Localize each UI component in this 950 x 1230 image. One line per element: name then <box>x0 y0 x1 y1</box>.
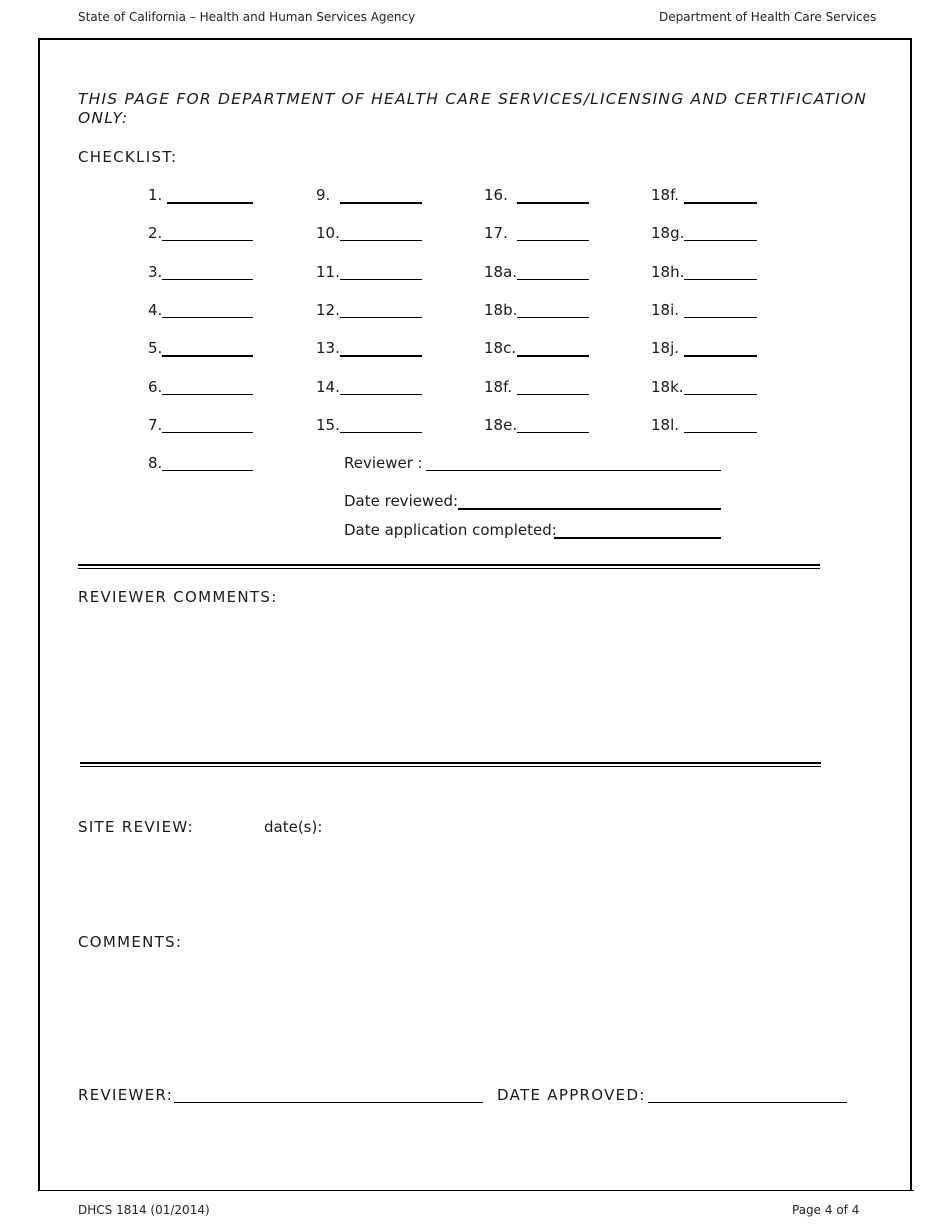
checklist-item-label: 18f. <box>651 186 680 204</box>
checklist-item-field[interactable] <box>517 394 589 395</box>
checklist-item-label: 3. <box>148 262 163 281</box>
checklist-item-field[interactable] <box>340 240 422 241</box>
checklist-item-label: 14. <box>316 377 340 396</box>
checklist-item-field[interactable] <box>162 470 253 471</box>
final-reviewer-label: REVIEWER: <box>78 1086 174 1104</box>
checklist-item-label: 6. <box>148 377 163 396</box>
site-review-label: SITE REVIEW: <box>78 818 195 836</box>
comments-label: COMMENTS: <box>78 933 183 951</box>
site-review-dates-label: date(s): <box>264 818 323 836</box>
checklist-item-label: 2. <box>148 224 163 243</box>
final-reviewer-field[interactable] <box>174 1102 483 1103</box>
checklist-item-field[interactable] <box>167 202 253 204</box>
checklist-item-field[interactable] <box>684 355 757 357</box>
reviewer-comments-area[interactable] <box>78 612 820 752</box>
date-completed-field[interactable] <box>554 537 721 539</box>
checklist-item-label: 18k. <box>651 377 684 396</box>
checklist-item-field[interactable] <box>517 355 589 357</box>
reviewer-field[interactable] <box>426 470 721 471</box>
checklist-item-field[interactable] <box>517 202 589 204</box>
checklist-item-label: 8. <box>148 454 163 473</box>
checklist-item-label: 11. <box>316 262 340 281</box>
checklist-item-label: 18b. <box>484 300 518 319</box>
checklist-label: CHECKLIST: <box>78 148 178 166</box>
reviewer-label: Reviewer : <box>344 454 423 472</box>
section-divider <box>80 762 821 767</box>
checklist-item-field[interactable] <box>684 279 757 280</box>
date-reviewed-label: Date reviewed: <box>344 492 459 510</box>
checklist-item-label: 16. <box>484 186 508 204</box>
checklist-item-label: 18a. <box>484 262 518 281</box>
checklist-item-field[interactable] <box>340 279 422 280</box>
checklist-item-field[interactable] <box>684 317 757 318</box>
checklist-item-label: 5. <box>148 339 163 358</box>
checklist-item-label: 17. <box>484 224 508 243</box>
form-id: DHCS 1814 (01/2014) <box>78 1203 210 1217</box>
checklist-item-label: 1. <box>148 186 163 204</box>
checklist-item-label: 7. <box>148 415 163 434</box>
checklist-item-field[interactable] <box>162 317 253 318</box>
checklist-item-label: 9. <box>316 186 331 204</box>
checklist-item-field[interactable] <box>340 355 422 357</box>
checklist-item-label: 10. <box>316 224 340 243</box>
checklist-item-field[interactable] <box>684 394 757 395</box>
checklist-item-label: 18l. <box>651 415 680 434</box>
checklist-item-label: 18f. <box>484 377 513 396</box>
checklist-item-field[interactable] <box>684 432 757 433</box>
page-number: Page 4 of 4 <box>792 1203 860 1217</box>
checklist-item-field[interactable] <box>162 279 253 280</box>
date-approved-field[interactable] <box>648 1102 847 1103</box>
checklist-item-label: 15. <box>316 415 340 434</box>
checklist-item-label: 18h. <box>651 262 685 281</box>
checklist-item-label: 18e. <box>484 415 518 434</box>
reviewer-comments-label: REVIEWER COMMENTS: <box>78 588 278 606</box>
checklist-item-field[interactable] <box>340 394 422 395</box>
comments-area[interactable] <box>78 958 848 1078</box>
checklist-item-field[interactable] <box>684 202 757 204</box>
checklist-item-field[interactable] <box>162 432 253 433</box>
checklist-item-label: 18i. <box>651 300 680 319</box>
checklist-item-label: 4. <box>148 300 163 319</box>
date-reviewed-field[interactable] <box>458 508 721 510</box>
checklist-item-field[interactable] <box>684 240 757 241</box>
department-header: Department of Health Care Services <box>659 10 877 24</box>
checklist-item-label: 18c. <box>484 339 517 358</box>
checklist-item-label: 18j. <box>651 339 680 358</box>
checklist-item-field[interactable] <box>340 317 422 318</box>
checklist-item-label: 13. <box>316 339 340 358</box>
checklist-item-field[interactable] <box>340 432 422 433</box>
checklist-item-label: 18g. <box>651 224 685 243</box>
checklist-item-field[interactable] <box>517 317 589 318</box>
checklist-item-field[interactable] <box>162 394 253 395</box>
date-completed-label: Date application completed: <box>344 521 557 539</box>
date-approved-label: DATE APPROVED: <box>497 1086 646 1104</box>
section-divider <box>78 564 820 569</box>
form-frame-bottom <box>38 1190 914 1191</box>
checklist-item-field[interactable] <box>340 202 422 204</box>
checklist-item-field[interactable] <box>162 355 253 357</box>
checklist-item-field[interactable] <box>517 279 589 280</box>
checklist-item-label: 12. <box>316 300 340 319</box>
checklist-item-field[interactable] <box>517 240 589 241</box>
checklist-item-field[interactable] <box>162 240 253 241</box>
checklist-item-field[interactable] <box>517 432 589 433</box>
agency-header: State of California – Health and Human Services Agency <box>78 10 416 24</box>
page-title: THIS PAGE FOR DEPARTMENT OF HEALTH CARE SERVICES/LICENSING AND CERTIFICATION ONLY: <box>78 90 868 127</box>
